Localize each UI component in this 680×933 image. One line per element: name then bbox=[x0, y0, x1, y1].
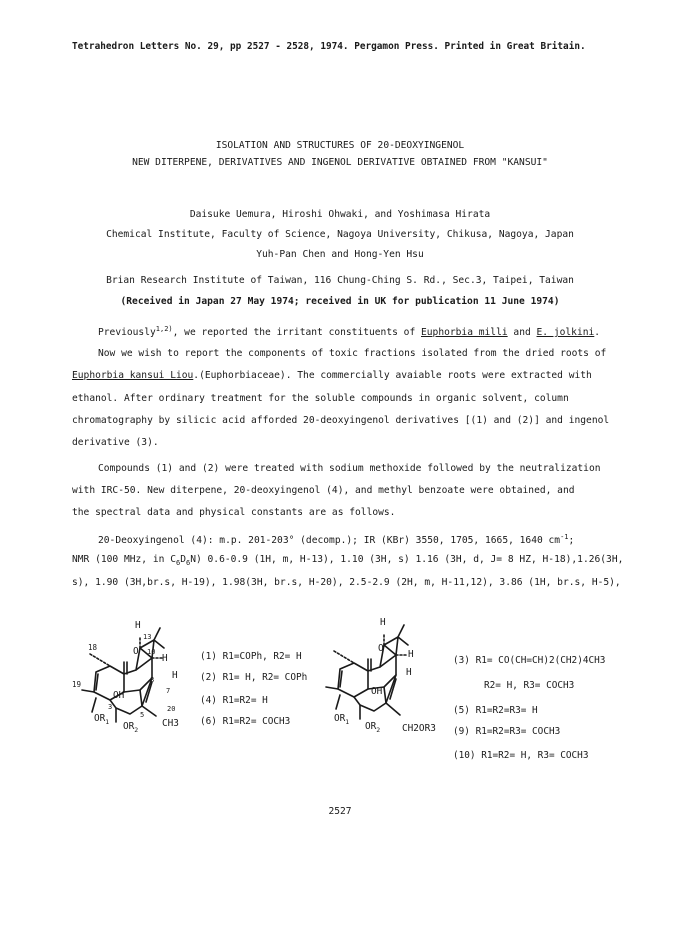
struct1-O: O bbox=[133, 646, 139, 657]
num-19: 19 bbox=[72, 680, 82, 689]
compound-1-num: (1) bbox=[200, 651, 217, 662]
nmr-b: D bbox=[180, 554, 186, 565]
compound-3-text: R1= CO(CH=CH)2(CH2)4CH3 bbox=[475, 655, 606, 666]
p2-line-2-rest: .(Euphorbiaceae). The commercially avaiable roots were extracted with bbox=[193, 370, 592, 381]
struct1-OR1-text: OR bbox=[94, 713, 106, 724]
compound-6-num: (6) bbox=[200, 716, 217, 727]
compound-2 bbox=[200, 672, 307, 683]
p3-line-3: the spectral data and physical constants are as follows. bbox=[72, 507, 396, 518]
species-kansui: Euphorbia kansui Liou bbox=[72, 370, 194, 381]
num-3: 3 bbox=[108, 703, 113, 711]
num-13: 13 bbox=[143, 633, 152, 641]
p1-a: Previously bbox=[98, 327, 156, 339]
struct1-OR1 bbox=[94, 713, 109, 726]
nmr-c: N) 0.6-0.9 (1H, m, H-13), 1.10 (3H, s) 1.16 (3H, d, J= 8 HZ, H-18),1.26(3H, bbox=[190, 554, 624, 565]
compound-10-num: (10) bbox=[453, 750, 476, 761]
compound-4 bbox=[200, 695, 268, 706]
struct2-OH: OH bbox=[371, 686, 383, 697]
compound-2-num: (2) bbox=[200, 672, 217, 683]
struct1-H-right: H bbox=[162, 653, 168, 664]
ir-end: ; bbox=[568, 535, 575, 547]
p4-line-1 bbox=[98, 531, 574, 547]
p1-c: and bbox=[507, 327, 537, 339]
struct2-H-mid: H bbox=[406, 667, 412, 678]
struct1-OR2 bbox=[123, 721, 138, 734]
num-20: 20 bbox=[167, 705, 176, 713]
authors-1: Daisuke Uemura, Hiroshi Ohwaki, and Yoshimasa Hirata bbox=[189, 209, 491, 220]
struct2-H-right: H bbox=[408, 649, 414, 660]
num-8: 8 bbox=[150, 676, 155, 684]
compound-9-num: (9) bbox=[453, 726, 470, 737]
p4-line-2 bbox=[72, 554, 623, 569]
struct1-CH3: CH3 bbox=[162, 718, 179, 729]
compound-4-num: (4) bbox=[200, 695, 217, 706]
struct2-OR2 bbox=[365, 721, 380, 734]
nmr-sub2: 6 bbox=[185, 558, 191, 567]
species-jolkini: E. jolkini bbox=[536, 327, 595, 339]
compound-1 bbox=[200, 651, 302, 662]
p3-line-1: Compounds (1) and (2) were treated with sodium methoxide followed by the neutralization bbox=[98, 463, 601, 474]
journal-header: Tetrahedron Letters No. 29, pp 2527 - 2528, 1974. Pergamon Press. Printed in Great Britain. bbox=[72, 41, 586, 52]
p1-b: , we reported the irritant constituents of bbox=[172, 327, 421, 339]
struct1-OR2-sub: 2 bbox=[134, 725, 139, 734]
compound-5-text: R1=R2=R3= H bbox=[475, 705, 538, 716]
title-line-1: ISOLATION AND STRUCTURES OF 20-DEOXYINGENOL bbox=[215, 140, 465, 151]
compound-1-text: R1=COPh, R2= H bbox=[222, 651, 302, 662]
struct1-OR1-sub: 1 bbox=[105, 717, 110, 726]
struct1-H-top: H bbox=[135, 620, 141, 631]
compound-3-cont: R2= H, R3= COCH3 bbox=[484, 680, 575, 691]
authors-2: Yuh-Pan Chen and Hong-Yen Hsu bbox=[256, 249, 424, 260]
struct2-OR1 bbox=[334, 713, 349, 726]
compound-10 bbox=[453, 750, 588, 761]
species-milli: Euphorbia milli bbox=[421, 327, 508, 339]
struct2-H-top: H bbox=[380, 617, 386, 628]
affiliation-2: Brian Research Institute of Taiwan, 116 Chung-Ching S. Rd., Sec.3, Taipei, Taiwan bbox=[106, 275, 574, 286]
page-number: 2527 bbox=[328, 806, 352, 817]
nmr-a: NMR (100 MHz, in C bbox=[72, 554, 176, 565]
p4-line-3: s), 1.90 (3H,br.s, H-19), 1.98(3H, br.s, H-20), 2.5-2.9 (2H, m, H-11,12), 3.86 (1H, br.s, H-5), bbox=[72, 577, 621, 588]
title-line-2: NEW DITERPENE, DERIVATIVES AND INGENOL DERIVATIVE OBTAINED FROM "KANSUI" bbox=[132, 157, 548, 168]
struct2-OR1-sub: 1 bbox=[345, 717, 350, 726]
p2-line-5: derivative (3). bbox=[72, 437, 159, 448]
nmr-sub1: 6 bbox=[175, 558, 181, 567]
p1-ref: 1,2) bbox=[155, 325, 173, 333]
num-10: 10 bbox=[147, 648, 156, 656]
p2-line-4: chromatography by silicic acid afforded 20-deoxyingenol derivatives [(1) and (2)] and ingenol bbox=[72, 415, 610, 426]
struct2-OR2-text: OR bbox=[365, 721, 377, 732]
p2-line-1: Now we wish to report the components of toxic fractions isolated from the dried roots of bbox=[98, 348, 607, 359]
compound-4-text: R1=R2= H bbox=[222, 695, 268, 706]
compound-9-text: R1=R2=R3= COCH3 bbox=[475, 726, 561, 737]
struct2-OR1-text: OR bbox=[334, 713, 346, 724]
p1-d: . bbox=[594, 327, 601, 339]
compound-3 bbox=[453, 655, 605, 666]
struct1-H-mid: H bbox=[172, 670, 178, 681]
compound-5-num: (5) bbox=[453, 705, 470, 716]
struct2-CH2OR3: CH2OR3 bbox=[402, 723, 436, 734]
affiliation-1: Chemical Institute, Faculty of Science, Nagoya University, Chikusa, Nagoya, Japan bbox=[106, 229, 574, 240]
num-5: 5 bbox=[140, 711, 145, 719]
compound-5 bbox=[453, 705, 538, 716]
struct2-OR2-sub: 2 bbox=[376, 725, 381, 734]
p3-line-2: with IRC-50. New diterpene, 20-deoxyingenol (4), and methyl benzoate were obtained, and bbox=[72, 485, 575, 496]
ir-data: 20-Deoxyingenol (4): m.p. 201-203° (decomp.); IR (KBr) 3550, 1705, 1665, 1640 cm bbox=[98, 535, 561, 547]
compound-6 bbox=[200, 716, 290, 727]
num-7: 7 bbox=[166, 687, 171, 695]
received-dates: (Received in Japan 27 May 1974; received in UK for publication 11 June 1974) bbox=[120, 296, 560, 307]
num-18: 18 bbox=[88, 643, 98, 652]
compound-10-text: R1=R2= H, R3= COCH3 bbox=[481, 750, 589, 761]
ir-unit-exp: -1 bbox=[560, 533, 569, 541]
compound-2-text: R1= H, R2= COPh bbox=[222, 672, 308, 683]
compound-3-num: (3) bbox=[453, 655, 470, 666]
p2-line-2 bbox=[72, 370, 592, 382]
compound-6-text: R1=R2= COCH3 bbox=[222, 716, 291, 727]
compound-9 bbox=[453, 726, 560, 737]
struct2-O: O bbox=[378, 643, 384, 654]
struct1-OH: OH bbox=[113, 690, 125, 701]
struct1-OR2-text: OR bbox=[123, 721, 135, 732]
p2-line-3: ethanol. After ordinary treatment for the soluble compounds in organic solvent, column bbox=[72, 393, 569, 404]
paragraph-1 bbox=[98, 323, 600, 339]
